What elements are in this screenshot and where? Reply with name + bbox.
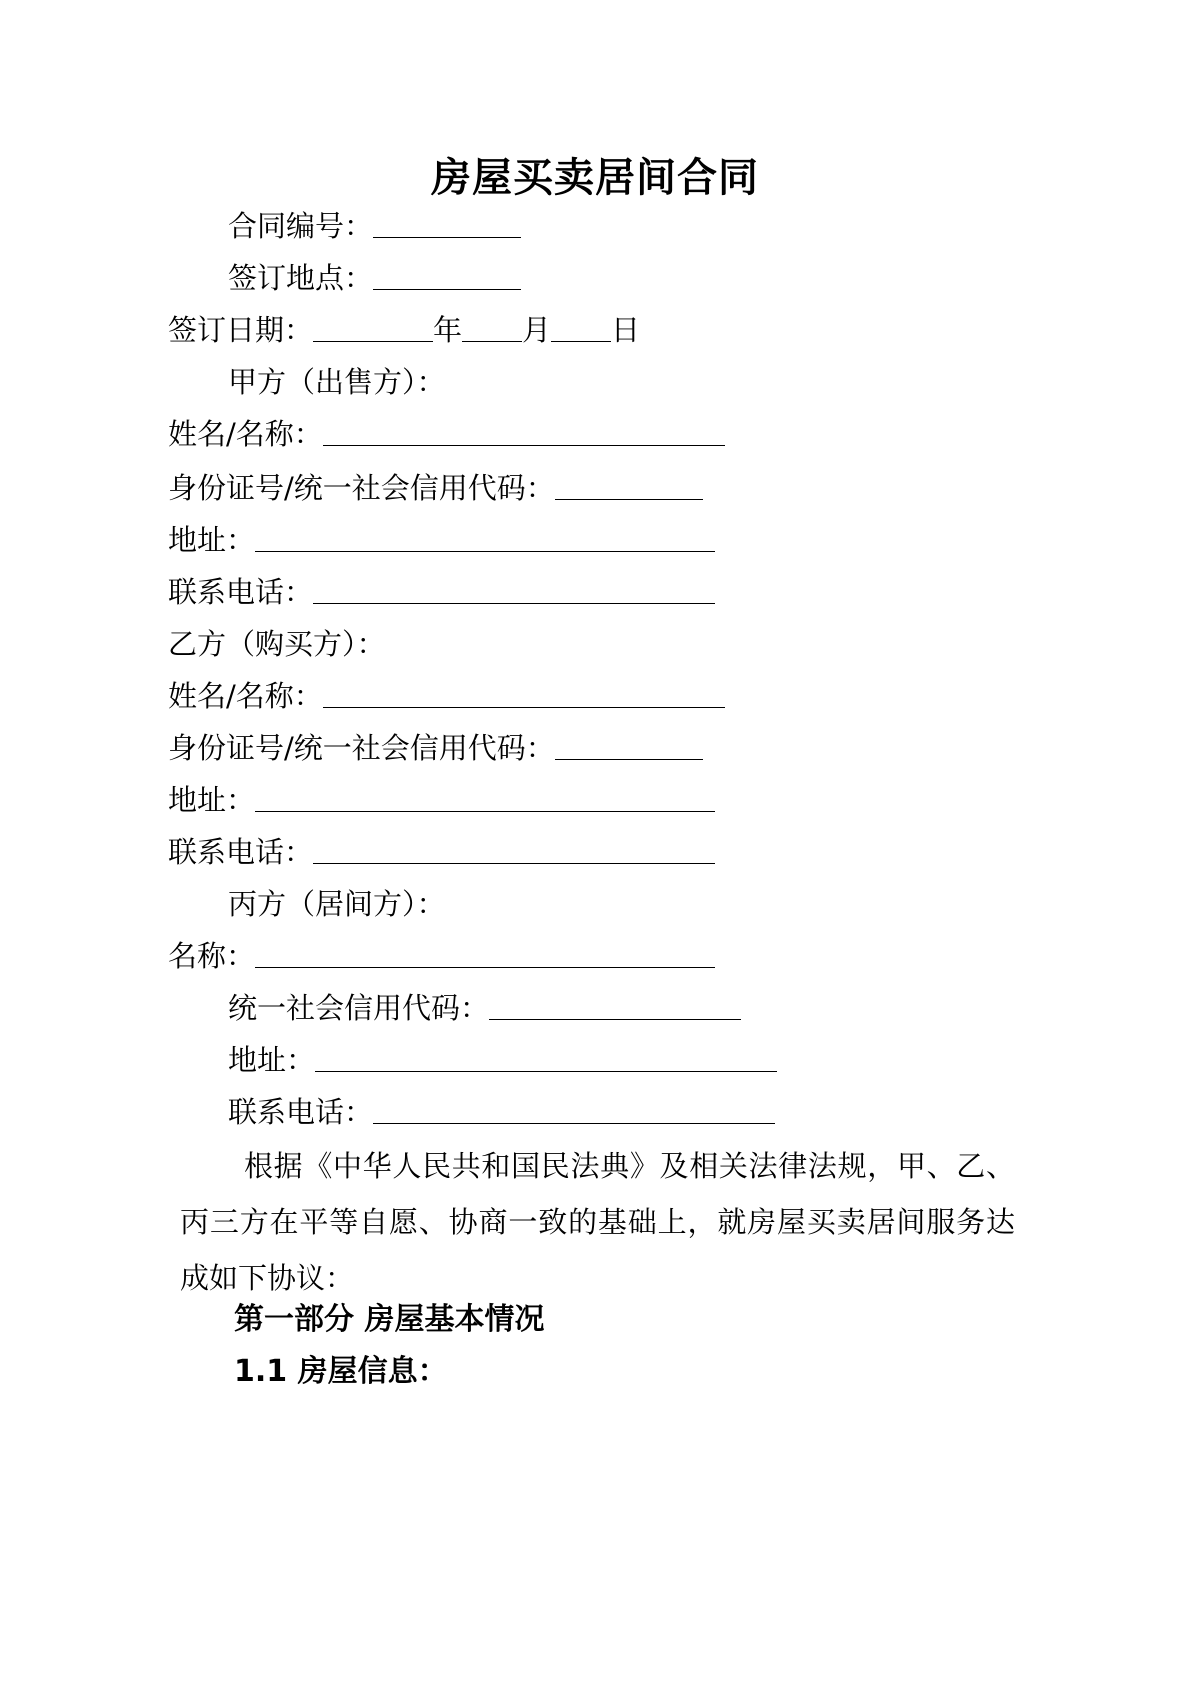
part-one-title: 第一部分 房屋基本情况 [234, 1302, 545, 1337]
sign-place-label: 签订地点： [228, 261, 374, 295]
month-label: 月 [522, 313, 552, 347]
party-b-phone-label: 联系电话： [168, 835, 314, 869]
sign-place-row [228, 256, 521, 300]
party-b-id-field[interactable] [555, 729, 703, 760]
party-b-name-row [168, 674, 725, 718]
party-c-phone-label: 联系电话： [228, 1095, 374, 1129]
party-c-credit-code-row [228, 986, 741, 1030]
party-c-name-field[interactable] [255, 937, 715, 968]
party-a-id-field[interactable] [555, 469, 703, 500]
party-c-heading: 丙方（居间方）： [228, 887, 446, 921]
party-a-id-label: 身份证号/统一社会信用代码： [168, 471, 555, 505]
party-b-address-label: 地址： [168, 783, 256, 817]
party-b-id-label: 身份证号/统一社会信用代码： [168, 731, 555, 765]
party-a-address-row [168, 518, 715, 562]
party-b-phone-row [168, 830, 715, 874]
party-c-name-row [168, 934, 715, 978]
party-a-id-row [168, 466, 703, 510]
party-c-address-label: 地址： [228, 1043, 316, 1077]
day-label: 日 [611, 313, 641, 347]
sign-year-field[interactable] [313, 311, 433, 342]
party-b-id-row [168, 726, 703, 770]
contract-number-field[interactable] [373, 207, 521, 238]
party-a-address-label: 地址： [168, 523, 256, 557]
party-a-phone-label: 联系电话： [168, 575, 314, 609]
party-c-address-field[interactable] [315, 1041, 777, 1072]
party-c-address-row [228, 1038, 777, 1082]
contract-number-label: 合同编号： [228, 209, 374, 243]
document-title: 房屋买卖居间合同 [431, 155, 759, 201]
section-1-1-title: 1.1 房屋信息： [234, 1354, 448, 1389]
party-b-name-label: 姓名/名称： [168, 679, 323, 713]
party-a-name-field[interactable] [323, 415, 725, 446]
party-b-address-row [168, 778, 715, 822]
party-c-credit-code-field[interactable] [489, 989, 741, 1020]
party-b-name-field[interactable] [323, 677, 725, 708]
party-a-address-field[interactable] [255, 521, 715, 552]
sign-month-field[interactable] [462, 311, 522, 342]
contract-number-row [228, 204, 521, 248]
sign-day-field[interactable] [551, 311, 611, 342]
party-a-phone-row [168, 570, 715, 614]
sign-date-row [168, 308, 640, 352]
party-c-phone-field[interactable] [373, 1093, 775, 1124]
preamble-paragraph: 根据《中华人民共和国民法典》及相关法律法规，甲、乙、丙三方在平等自愿、协商一致的基础上，就房屋买卖居间服务达成如下协议： [180, 1149, 1015, 1295]
sign-place-field[interactable] [373, 259, 521, 290]
party-a-name-row [168, 412, 725, 456]
party-b-phone-field[interactable] [313, 833, 715, 864]
party-c-phone-row [228, 1090, 775, 1134]
sign-date-label: 签订日期： [168, 313, 314, 347]
party-b-address-field[interactable] [255, 781, 715, 812]
party-b-heading: 乙方（购买方）： [168, 627, 386, 661]
party-a-heading: 甲方（出售方）： [228, 365, 446, 399]
party-c-name-label: 名称： [168, 939, 256, 973]
party-a-phone-field[interactable] [313, 573, 715, 604]
year-label: 年 [433, 313, 463, 347]
party-c-credit-code-label: 统一社会信用代码： [228, 991, 490, 1025]
party-a-name-label: 姓名/名称： [168, 417, 323, 451]
